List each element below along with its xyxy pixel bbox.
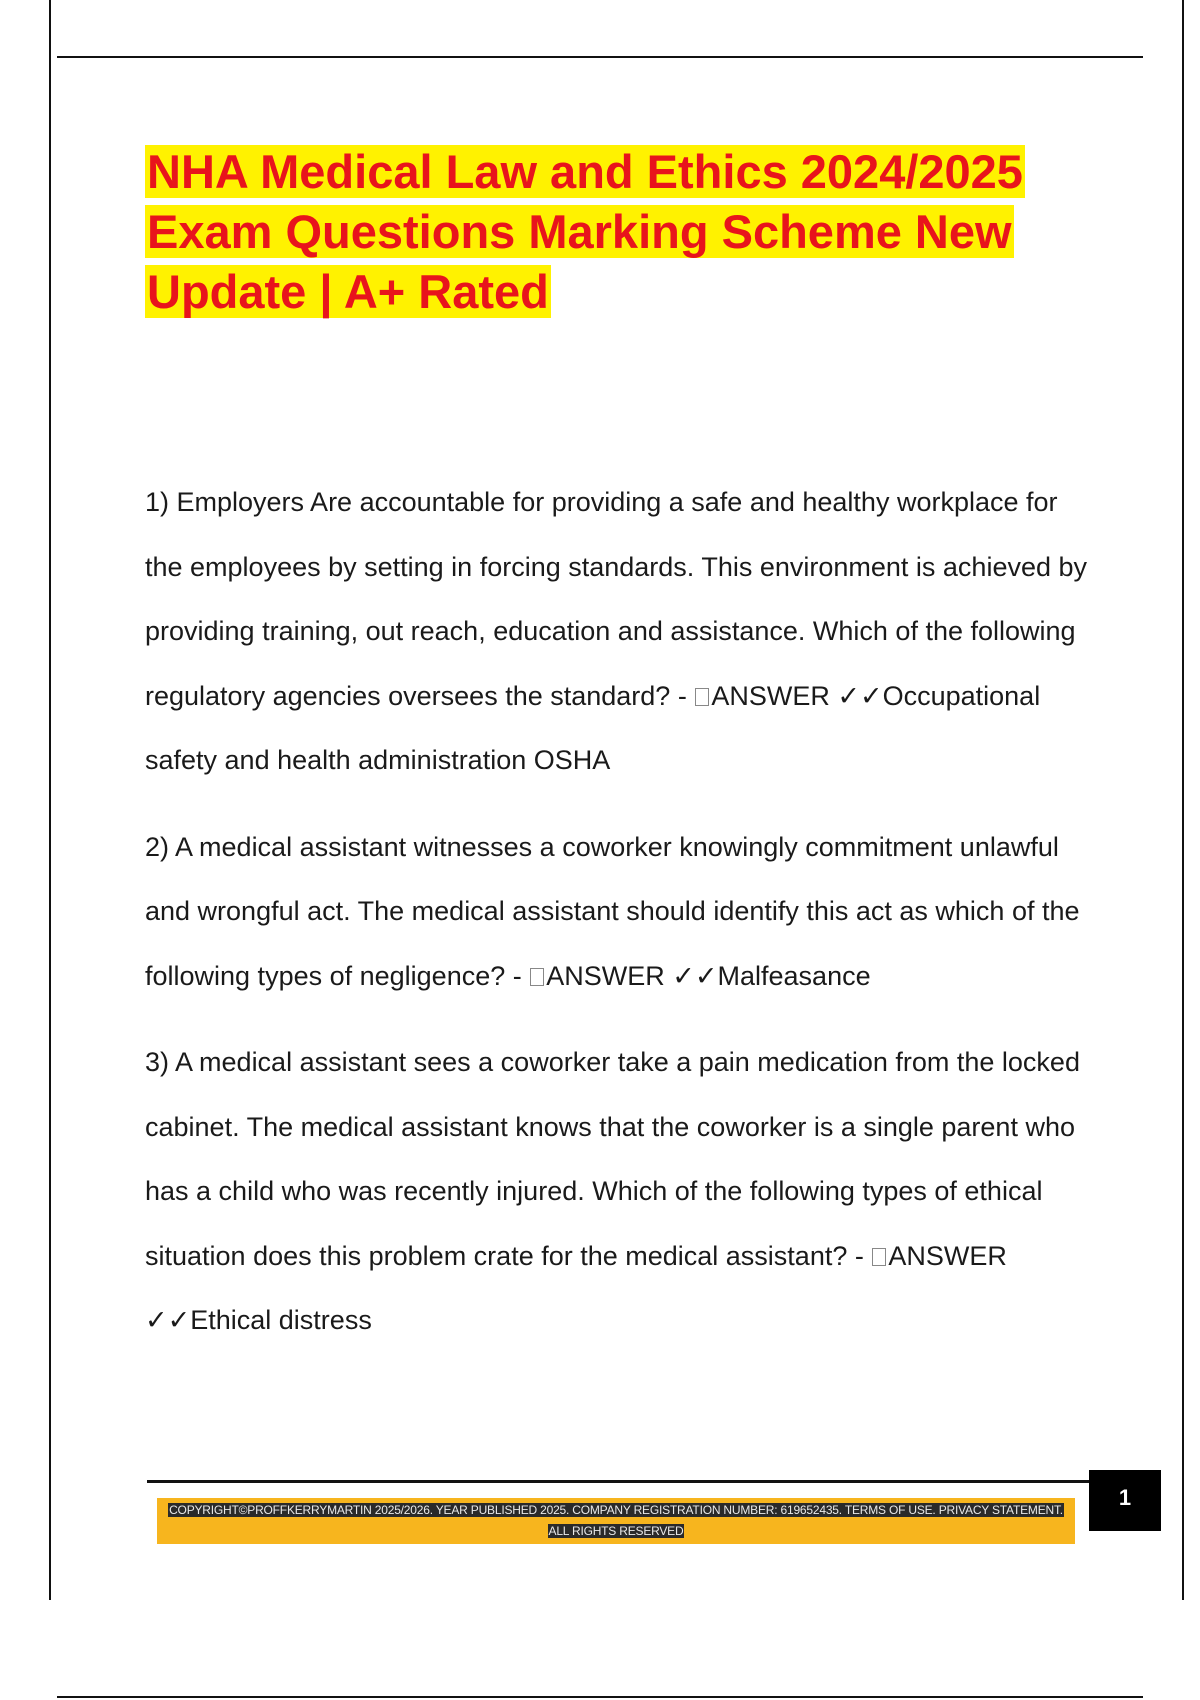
footer-rule bbox=[147, 1480, 1090, 1483]
question-2-text: 2) A medical assistant witnesses a coworker knowingly commitment unlawful and wrongful act. The medical assistant should identify this act as which of the following types of negligence? - bbox=[145, 831, 1080, 991]
copyright-notice-text: COPYRIGHT©PROFFKERRYMARTIN 2025/2026. YEAR PUBLISHED 2025. COMPANY REGISTRATION NUMBER: 619652435. TERMS OF USE. PRIVACY STATEMENT. ALL RIGHTS RESERVED bbox=[169, 1503, 1063, 1538]
header-rule bbox=[57, 56, 1143, 58]
document-title-text: NHA Medical Law and Ethics 2024/2025 Exam Questions Marking Scheme New Update | A+ Rated bbox=[147, 145, 1023, 318]
question-1 bbox=[145, 470, 1090, 793]
next-page-rule bbox=[57, 1696, 1143, 1698]
question-3-answer-label: ANSWER ✓✓ bbox=[145, 1240, 1007, 1335]
missing-glyph-box-icon bbox=[872, 1248, 886, 1266]
question-2-answer-label: ANSWER ✓✓ bbox=[546, 960, 718, 991]
question-1-text: 1) Employers Are accountable for providing a safe and healthy workplace for the employees by setting in forcing standards. This environment is achieved by providing training, out reach, education and assistance. Which of the following regulatory agencies oversees the standard? - bbox=[145, 487, 1088, 711]
page-left-border bbox=[49, 0, 51, 1600]
question-3 bbox=[145, 1030, 1090, 1353]
page-number-badge: 1 bbox=[1089, 1470, 1161, 1531]
question-1-answer-label: ANSWER ✓✓ bbox=[711, 680, 883, 711]
question-1-answer: Occupational safety and health administration OSHA bbox=[145, 680, 1041, 775]
question-list bbox=[145, 470, 1090, 1375]
copyright-notice bbox=[165, 1500, 1067, 1542]
missing-glyph-box-icon bbox=[695, 688, 709, 706]
question-3-text: 3) A medical assistant sees a coworker take a pain medication from the locked cabinet. The medical assistant knows that the coworker is a single parent who has a child who was recently injured. Which of the following types of ethical situation does this problem crate for the medical assistant? - bbox=[145, 1047, 1080, 1271]
question-2 bbox=[145, 815, 1090, 1009]
page-right-border bbox=[1182, 0, 1184, 1600]
document-title bbox=[145, 142, 1145, 322]
question-3-answer: Ethical distress bbox=[190, 1305, 372, 1335]
question-2-answer: Malfeasance bbox=[717, 960, 871, 991]
missing-glyph-box-icon bbox=[530, 968, 544, 986]
